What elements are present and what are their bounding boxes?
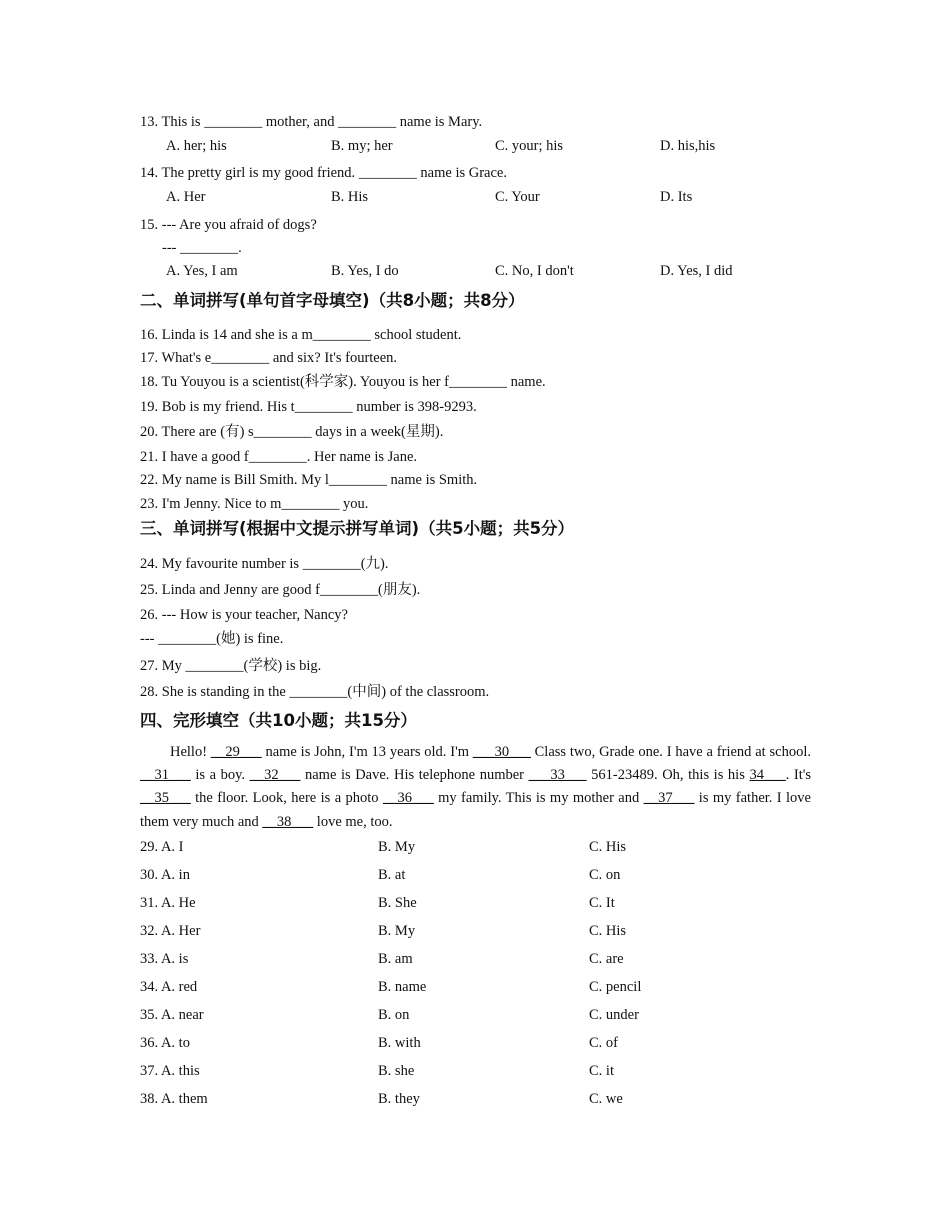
blank-34: 34___ (749, 767, 786, 784)
option-15-a: A. Yes, I am (166, 263, 238, 279)
option-31-b: B. She (378, 895, 417, 911)
option-31-a: 31. A. He (140, 895, 196, 911)
option-32-c: C. His (589, 923, 627, 939)
question-18: 18. Tu Youyou is a scientist(科学家). Youyou is her f________ name. (140, 374, 546, 390)
question-25: 25. Linda and Jenny are good f________(朋友). (140, 582, 421, 598)
blank-37: __37___ (643, 790, 695, 807)
blank-31: __31___ (140, 767, 191, 784)
option-30-a: 30. A. in (140, 867, 190, 883)
option-14-c: C. Your (495, 189, 540, 205)
option-31-c: C. It (589, 895, 615, 911)
question-15-reply: --- ________. (162, 240, 242, 256)
option-14-a: A. Her (166, 189, 206, 205)
option-29-c: C. His (589, 839, 627, 855)
passage-text: my family. This is my mother and (433, 790, 644, 807)
blank-38: __38___ (262, 813, 314, 830)
section-4-heading: 四、完形填空（共10小题；共15分） (140, 711, 417, 730)
blank-30: ___30___ (472, 744, 531, 760)
option-34-b: B. name (378, 979, 427, 995)
option-32-b: B. My (378, 923, 416, 939)
option-38-a: 38. A. them (140, 1091, 208, 1107)
question-21: 21. I have a good f________. Her name is Jane. (140, 449, 418, 465)
question-16: 16. Linda is 14 and she is a m________ school student. (140, 327, 462, 343)
option-30-b: B. at (378, 867, 406, 883)
section-2-heading: 二、单词拼写(单句首字母填空)（共8小题；共8分） (140, 291, 525, 310)
question-27: 27. My ________(学校) is big. (140, 658, 322, 674)
blank-35: __35___ (140, 790, 191, 807)
option-38-b: B. they (378, 1091, 420, 1107)
option-15-d: D. Yes, I did (660, 263, 733, 279)
option-33-a: 33. A. is (140, 951, 189, 967)
option-13-b: B. my; her (331, 138, 393, 154)
option-14-d: D. Its (660, 189, 693, 205)
passage-text: is a boy. (190, 767, 250, 784)
question-22: 22. My name is Bill Smith. My l________ name is Smith. (140, 472, 478, 488)
option-34-c: C. pencil (589, 979, 642, 995)
option-37-c: C. it (589, 1063, 614, 1079)
option-13-c: C. your; his (495, 138, 564, 154)
question-17: 17. What's e________ and six? It's fourteen. (140, 350, 398, 366)
question-23: 23. I'm Jenny. Nice to m________ you. (140, 496, 369, 512)
passage-text: the floor. Look, here is a photo (190, 790, 383, 807)
passage-text: name is Dave. His telephone number (300, 767, 529, 784)
option-15-c: C. No, I don't (495, 263, 574, 279)
option-37-a: 37. A. this (140, 1063, 200, 1079)
passage-text: Hello! (170, 744, 211, 760)
passage-text: 561-23489. Oh, this is his (586, 767, 750, 784)
question-14: 14. The pretty girl is my good friend. ________ name is Grace. (140, 165, 507, 181)
option-34-a: 34. A. red (140, 979, 198, 995)
option-36-c: C. of (589, 1035, 618, 1051)
cloze-passage (140, 741, 811, 834)
blank-36: __36___ (382, 790, 434, 807)
blank-32: __32___ (249, 767, 301, 784)
blank-29: __29___ (210, 744, 262, 760)
option-36-a: 36. A. to (140, 1035, 190, 1051)
option-35-a: 35. A. near (140, 1007, 204, 1023)
option-29-a: 29. A. I (140, 839, 184, 855)
question-13: 13. This is ________ mother, and ________ name is Mary. (140, 114, 483, 130)
question-28: 28. She is standing in the ________(中间) of the classroom. (140, 684, 490, 700)
question-24: 24. My favourite number is ________(九). (140, 556, 389, 572)
passage-text: Class two, Grade one. I have a friend at school. (530, 744, 812, 760)
question-20: 20. There are (有) s________ days in a week(星期). (140, 424, 444, 440)
passage-text: . It's (785, 767, 812, 784)
option-15-b: B. Yes, I do (331, 263, 399, 279)
option-13-a: A. her; his (166, 138, 227, 154)
question-26: 26. --- How is your teacher, Nancy? (140, 607, 348, 623)
option-35-c: C. under (589, 1007, 639, 1023)
option-13-d: D. his,his (660, 138, 716, 154)
question-15: 15. --- Are you afraid of dogs? (140, 217, 317, 233)
option-30-c: C. on (589, 867, 621, 883)
option-33-c: C. are (589, 951, 624, 967)
option-38-c: C. we (589, 1091, 623, 1107)
passage-text: is my father. I love them very much and (140, 790, 811, 830)
option-36-b: B. with (378, 1035, 421, 1051)
option-29-b: B. My (378, 839, 416, 855)
section-3-heading: 三、单词拼写(根据中文提示拼写单词)（共5小题；共5分） (140, 519, 575, 538)
passage-text: name is John, I'm 13 years old. I'm (261, 744, 473, 760)
option-37-b: B. she (378, 1063, 415, 1079)
question-26-reply: --- ________(她) is fine. (140, 631, 284, 647)
option-32-a: 32. A. Her (140, 923, 201, 939)
passage-text: love me, too. (313, 813, 393, 830)
option-33-b: B. am (378, 951, 413, 967)
option-35-b: B. on (378, 1007, 410, 1023)
blank-33: ___33___ (528, 767, 587, 784)
question-19: 19. Bob is my friend. His t________ number is 398-9293. (140, 399, 477, 415)
option-14-b: B. His (331, 189, 369, 205)
